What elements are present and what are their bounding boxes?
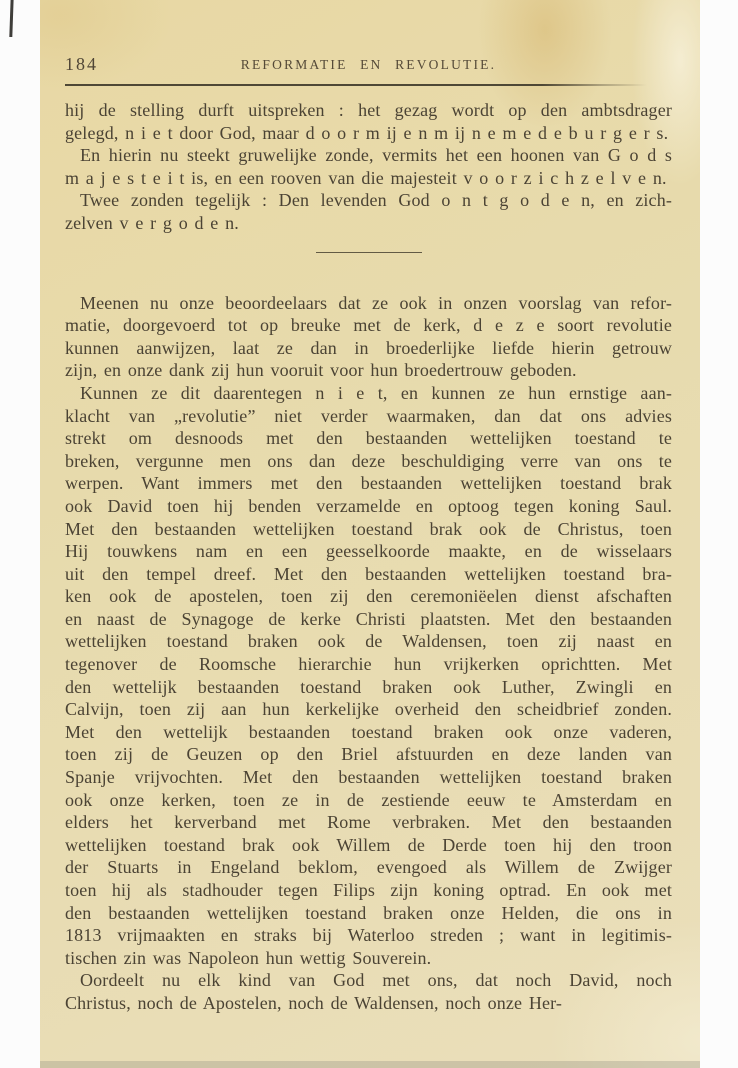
text-line: den wettelijk bestaanden toestand braken ook Luther, Zwingli en (65, 676, 672, 697)
header-rule (65, 84, 647, 86)
running-title: REFORMATIE EN REVOLUTIE. (240, 57, 497, 72)
text-line: Oordeelt nu elk kind van God met ons, dat noch David, noch (80, 970, 672, 991)
section-separator-rule (316, 252, 422, 253)
text-line: tegenover de Roomsche hierarchie hun vrijkerken oprichtten. Met (65, 654, 672, 675)
text-line: gelegd, n i e t door God, maar d o o r m ij e n m ij n e m e d e b u r g e r s. (65, 122, 669, 143)
text-section (65, 99, 672, 235)
text-line: ook onze kerken, toen ze in de zestiende eeuw te Amsterdam en (65, 789, 672, 810)
text-line: Meenen nu onze beoordeelaars dat ze ook in onzen voorslag van refor- (80, 292, 672, 313)
text-line: breken, vergunne men ons dan deze beschuldiging verre van ons te (65, 450, 672, 471)
text-line: kunnen aanwijzen, laat ze dan in broederlijke liefde hierin getrouw (65, 337, 672, 358)
text-line: Met den bestaanden wettelijken toestand brak ook de Christus, toen (65, 518, 672, 539)
text-line: Christus, noch de Apostelen, noch de Waldensen, noch onze Her- (65, 992, 563, 1013)
page-header (65, 52, 672, 78)
text-line: toen zij de Geuzen op den Briel afstuurden en deze landen van (65, 744, 672, 765)
paragraph (65, 99, 672, 144)
text-line: den bestaanden wettelijken toestand braken onze Helden, die ons in (65, 902, 672, 923)
scan-scratch-artifact (9, 0, 13, 37)
text-line: ken ook de apostelen, toen zij den ceremoniëelen dienst afschaften (65, 586, 672, 607)
text-line: zelven v e r g o d e n. (65, 212, 239, 233)
text-line: zijn, en onze dank zij hun vooruit voor hun broedertrouw geboden. (65, 360, 577, 381)
text-line: tischen zin was Napoleon hun wettig Souverein. (65, 947, 432, 968)
text-line: 1813 vrijmaakten en straks bij Waterloo streden ; want in legitimis- (65, 925, 672, 946)
text-line: toen hij als stadhouder tegen Filips zijn koning optrad. En ook met (65, 880, 672, 900)
text-line: Twee zonden tegelijk : Den levenden God o n t g o d e n, en zich- (80, 190, 672, 211)
paragraph (65, 382, 672, 969)
text-line: ook David toen hij benden verzamelde en optoog tegen koning Saul. (65, 495, 672, 516)
text-line: wettelijken toestand brak ook Willem de Derde toen hij den troon (65, 834, 672, 855)
text-line: Calvijn, toen zij aan hun kerkelijke overheid den scheidbrief zonden. (65, 699, 672, 720)
text-line: Kunnen ze dit daarentegen n i e t, en kunnen ze hun ernstige aan- (80, 382, 672, 403)
text-line: klacht van „revolutie” niet verder waarmaken, dan dat ons advies (65, 405, 672, 426)
paragraph (65, 292, 672, 382)
paragraph (65, 969, 672, 1014)
text-line: matie, doorgevoerd tot op breuke met de kerk, d e z e soort revolutie (65, 315, 672, 336)
text-line: Met den wettelijk bestaanden toestand braken ook onze vaderen, (65, 721, 672, 742)
text-line: en naast de Synagoge de kerke Christi plaatsten. Met den bestaanden (65, 608, 672, 629)
text-line: der Stuarts in Engeland beklom, evengoed als Willem de Zwijger (65, 857, 672, 878)
text-line: hij de stelling durft uitspreken : het gezag wordt op den ambtsdrager (65, 100, 672, 120)
book-page (40, 0, 700, 1068)
text-line: Spanje vrijvochten. Met den bestaanden wettelijken toestand braken (65, 767, 672, 788)
paragraph (65, 144, 672, 189)
body-text (65, 99, 672, 1015)
text-line: En hierin nu steekt gruwelijke zonde, vermits het een hoonen van G o d s (80, 145, 672, 166)
text-line: Hij touwkens nam en een geesselkoorde maakte, en de wisselaars (65, 541, 672, 562)
text-line: werpen. Want immers met den bestaanden wettelijken toestand brak (65, 473, 672, 494)
page-number: 184 (65, 54, 98, 74)
paragraph (65, 189, 672, 234)
text-line: elders het kerverband met Rome verbraken. Met den bestaanden (65, 812, 672, 833)
text-section (65, 292, 672, 1015)
text-line: wettelijken toestand braken ook de Waldensen, toen zij naast en (65, 631, 672, 652)
text-line: uit den tempel dreef. Met den bestaanden wettelijken toestand bra- (65, 563, 672, 584)
text-line: m a j e s t e i t is, en een rooven van die majesteit v o o r z i c h z e l v e n. (65, 167, 667, 188)
text-line: strekt om desnoods met den bestaanden wettelijken toestand te (65, 428, 672, 449)
